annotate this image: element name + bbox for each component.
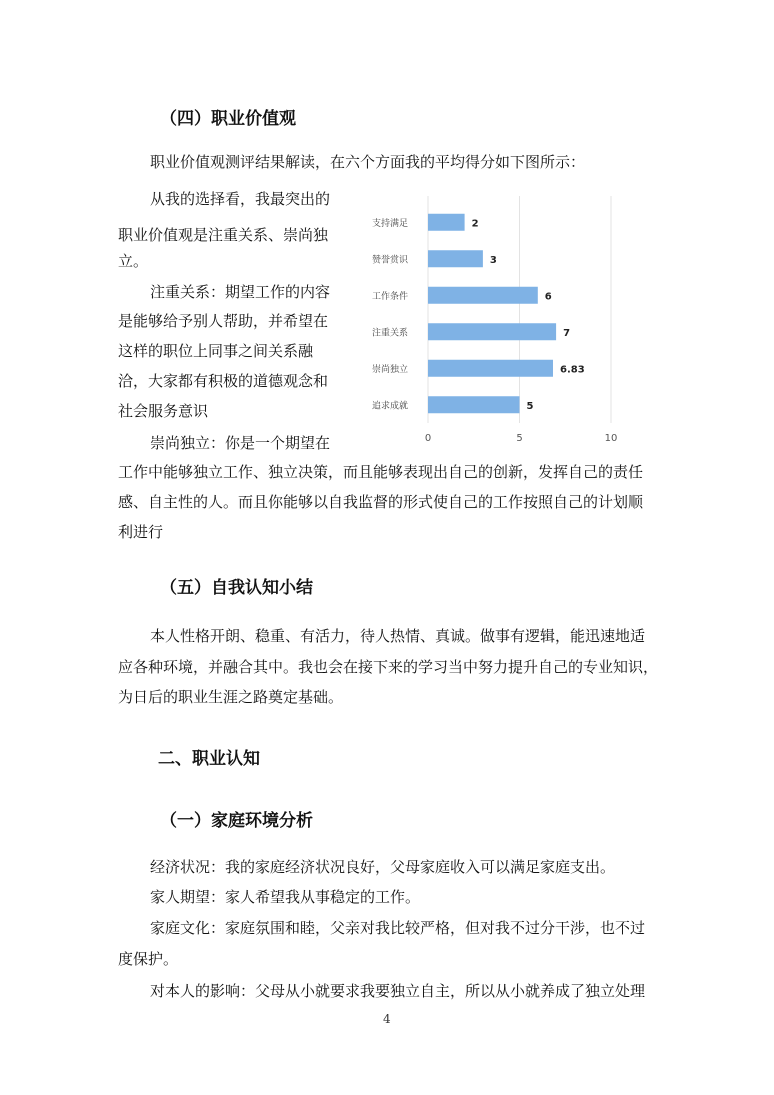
- chart-value-label: 7: [563, 327, 571, 339]
- text-line: 社会服务意识: [118, 402, 209, 420]
- text-line: 为日后的职业生涯之路奠定基础。: [118, 688, 344, 706]
- text-line: 洽，大家都有积极的道德观念和: [118, 372, 329, 390]
- text-line: 感、自主性的人。而且你能够以自我监督的形式使自己的工作按照自己的计划顺: [118, 493, 644, 511]
- chart-value-label: 6: [544, 291, 552, 303]
- text-line: 注重关系：期望工作的内容: [150, 283, 331, 301]
- text-line: 立。: [118, 252, 149, 270]
- chart-x-tick-label: 10: [604, 433, 618, 444]
- text-line: 本人性格开朗、稳重、有活力，待人热情、真诚。做事有逻辑，能迅速地适: [150, 627, 646, 645]
- text-line: 工作中能够独立工作、独立决策，而且能够表现出自己的创新，发挥自己的责任: [118, 463, 644, 481]
- chart-x-tick-label: 0: [424, 433, 432, 444]
- text-line: 利进行: [118, 523, 164, 541]
- chart-value-label: 3: [489, 254, 497, 266]
- chart-category-label: 赞誉赏识: [372, 255, 409, 266]
- text-line: 应各种环境，并融合其中。我也会在接下来的学习当中努力提升自己的专业知识，: [118, 658, 659, 676]
- text-line: 度保护。: [118, 950, 179, 968]
- chart-bar: [428, 250, 483, 267]
- text-line: 是能够给予别人帮助，并希望在: [118, 312, 329, 330]
- section-heading-self: （五）自我认知小结: [160, 578, 313, 598]
- chart-bar: [428, 323, 556, 340]
- chart-category-label: 追求成就: [372, 401, 409, 412]
- chart-value-label: 2: [471, 218, 479, 230]
- chart-category-label: 支持满足: [372, 218, 409, 229]
- section-heading-family: （一）家庭环境分析: [160, 811, 313, 831]
- text-line: 崇尚独立：你是一个期望在: [150, 434, 331, 452]
- text-line: 家人期望：家人希望我从事稳定的工作。: [150, 888, 421, 906]
- chart-value-label: 6.83: [559, 364, 585, 376]
- text-line: 从我的选择看，我最突出的: [150, 190, 331, 208]
- chart-category-label: 工作条件: [372, 291, 409, 302]
- text-line: 对本人的影响：父母从小就要求我要独立自主，所以从小就养成了独立处理: [150, 982, 646, 1000]
- page-number: 4: [383, 1012, 391, 1026]
- chart-bar: [428, 360, 553, 377]
- chapter-heading-career: 二、职业认知: [158, 749, 260, 769]
- text-line: 这样的职位上同事之间关系融: [118, 342, 314, 360]
- chart-x-tick-label: 5: [516, 433, 523, 444]
- section-heading-values: （四）职业价值观: [160, 109, 296, 129]
- values-bar-chart: [362, 196, 622, 446]
- chart-bar: [428, 396, 520, 413]
- text-line: 经济状况：我的家庭经济状况良好，父母家庭收入可以满足家庭支出。: [150, 858, 616, 876]
- chart-category-label: 崇尚独立: [372, 364, 409, 375]
- chart-value-label: 5: [526, 400, 534, 412]
- chart-category-label: 注重关系: [372, 328, 409, 339]
- chart-bar: [428, 214, 465, 231]
- text-line: 家庭文化：家庭氛围和睦，父亲对我比较严格，但对我不过分干涉，也不过: [150, 919, 646, 937]
- values-intro: 职业价值观测评结果解读，在六个方面我的平均得分如下图所示：: [150, 153, 586, 171]
- chart-bar: [428, 287, 538, 304]
- text-line: 职业价值观是注重关系、崇尚独: [118, 226, 329, 244]
